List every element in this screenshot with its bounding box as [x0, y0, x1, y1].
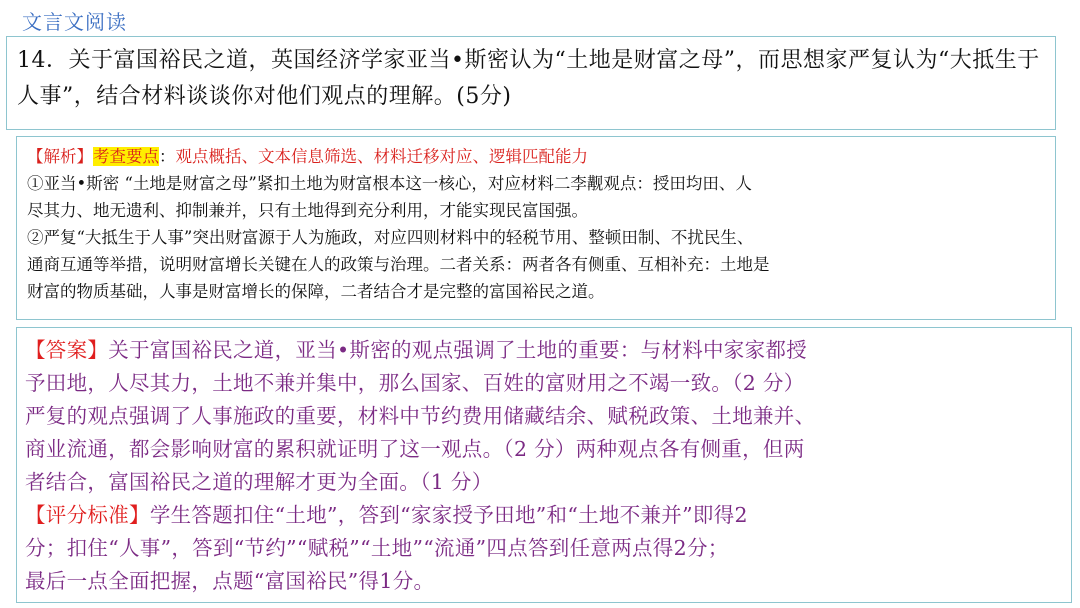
- analysis-line: 通商互通等举措，说明财富增长关键在人的政策与治理。二者关系：两者各有侧重、互相补充：土地是: [27, 255, 770, 274]
- analysis-line: 尽其力、地无遗利、抑制兼并，只有土地得到充分利用，才能实现民富国强。: [27, 201, 588, 220]
- question-text: 14．关于富国裕民之道，英国经济学家亚当•斯密认为“土地是财富之母”，而思想家严复认为“大抵生于人事”，结合材料谈谈你对他们观点的理解。(5分): [17, 48, 1040, 109]
- focus-colon: ：: [159, 147, 176, 166]
- scoring-line: 分；扣住“人事”，答到“节约”“赋税”“土地”“流通”四点答到任意两点得2分；: [25, 536, 729, 560]
- page-title: 文言文阅读: [22, 10, 127, 34]
- focus-points: 观点概括、文本信息筛选、材料迁移对应、逻辑匹配能力: [175, 147, 588, 166]
- analysis-line: 财富的物质基础，人事是财富增长的保障，二者结合才是完整的富国裕民之道。: [27, 282, 605, 301]
- answer-box: [16, 327, 1072, 603]
- analysis-header: [27, 143, 1047, 170]
- scoring-tag: 【评分标准】: [25, 503, 150, 527]
- answer-line: 予田地，人尽其力，土地不兼并集中，那么国家、百姓的富财用之不竭一致。（2 分）: [25, 371, 805, 395]
- answer-line: 严复的观点强调了人事施政的重要，材料中节约费用储藏结余、赋税政策、土地兼并、: [25, 404, 816, 428]
- answer-text: 关于富国裕民之道，亚当•斯密的观点强调了土地的重要：与材料中家家都授: [108, 338, 807, 362]
- answer-tag: 【答案】: [25, 338, 109, 362]
- analysis-box: [16, 136, 1056, 320]
- analysis-tag: 【解析】: [27, 147, 93, 166]
- question-box: [6, 36, 1056, 130]
- scoring-line: 最后一点全面把握，点题“富国裕民”得1分。: [25, 569, 435, 593]
- scoring-text: 学生答题扣住“土地”，答到“家家授予田地”和“土地不兼并”即得2: [149, 503, 748, 527]
- analysis-line: ②严复“大抵生于人事”突出财富源于人为施政，对应四则材料中的轻税节用、整顿田制、不扰民生、: [27, 228, 754, 247]
- answer-line-first: [25, 334, 1063, 367]
- scoring-line-first: [25, 499, 1063, 532]
- answer-line: 商业流通，都会影响财富的累积就证明了这一观点。（2 分）两种观点各有侧重，但两: [25, 437, 805, 461]
- focus-label: 考查要点: [93, 147, 159, 166]
- answer-line: 者结合，富国裕民之道的理解才更为全面。（1 分）: [25, 470, 493, 494]
- analysis-line: ①亚当•斯密 “土地是财富之母”紧扣土地为财富根本这一核心，对应材料二李觏观点：授田均田、人: [27, 174, 752, 193]
